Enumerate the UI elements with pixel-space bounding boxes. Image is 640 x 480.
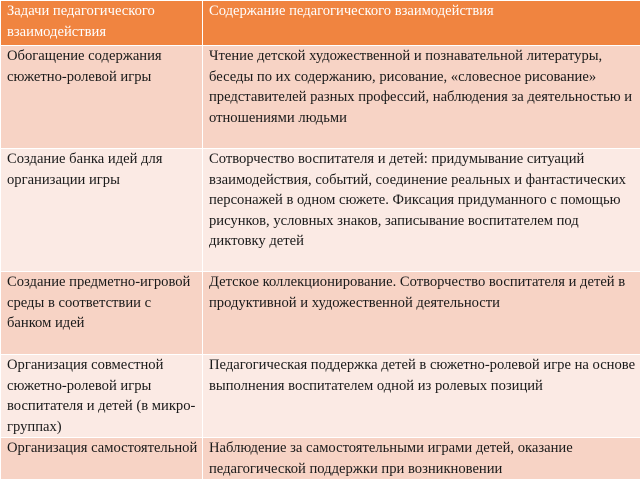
table-header bbox=[1, 1, 640, 46]
task-cell: Создание предметно-игровой среды в соответствии с банком идей bbox=[1, 272, 203, 355]
content-cell: Педагогическая поддержка детей в сюжетно-ролевой игре на основе выполнения воспитателем одной из ролевых позиций bbox=[203, 355, 640, 438]
table-row bbox=[1, 355, 640, 438]
table-body bbox=[1, 46, 640, 480]
table-row bbox=[1, 272, 640, 355]
content-cell: Наблюдение за самостоятельными играми детей, оказание педагогической поддержки при возникновении bbox=[203, 438, 640, 480]
content-cell: Чтение детской художественной и познавательной литературы, беседы по их содержанию, рисование, «словесное рисование» представителей разных профессий, наблюдения за деятельностью и отношениями людьми bbox=[203, 46, 640, 149]
table-row bbox=[1, 149, 640, 272]
task-cell: Организация совместной сюжетно-ролевой игры воспитателя и детей (в микро-группах) bbox=[1, 355, 203, 438]
header-row bbox=[1, 1, 640, 46]
task-cell: Организация самостоятельной bbox=[1, 438, 203, 480]
header-cell-content: Содержание педагогического взаимодействия bbox=[203, 1, 640, 46]
table-row bbox=[1, 46, 640, 149]
table-row bbox=[1, 438, 640, 480]
content-cell: Детское коллекционирование. Сотворчество воспитателя и детей в продуктивной и художественной деятельности bbox=[203, 272, 640, 355]
content-cell: Сотворчество воспитателя и детей: придумывание ситуаций взаимодействия, событий, соединение реальных и фантастических персонажей в одном сюжете. Фиксация придуманного с помощью рисунков, условных знаков, записывание воспитателем под диктовку детей bbox=[203, 149, 640, 272]
task-cell: Создание банка идей для организации игры bbox=[1, 149, 203, 272]
header-cell-tasks: Задачи педагогического взаимодействия bbox=[1, 1, 203, 46]
task-cell: Обогащение содержания сюжетно-ролевой игры bbox=[1, 46, 203, 149]
